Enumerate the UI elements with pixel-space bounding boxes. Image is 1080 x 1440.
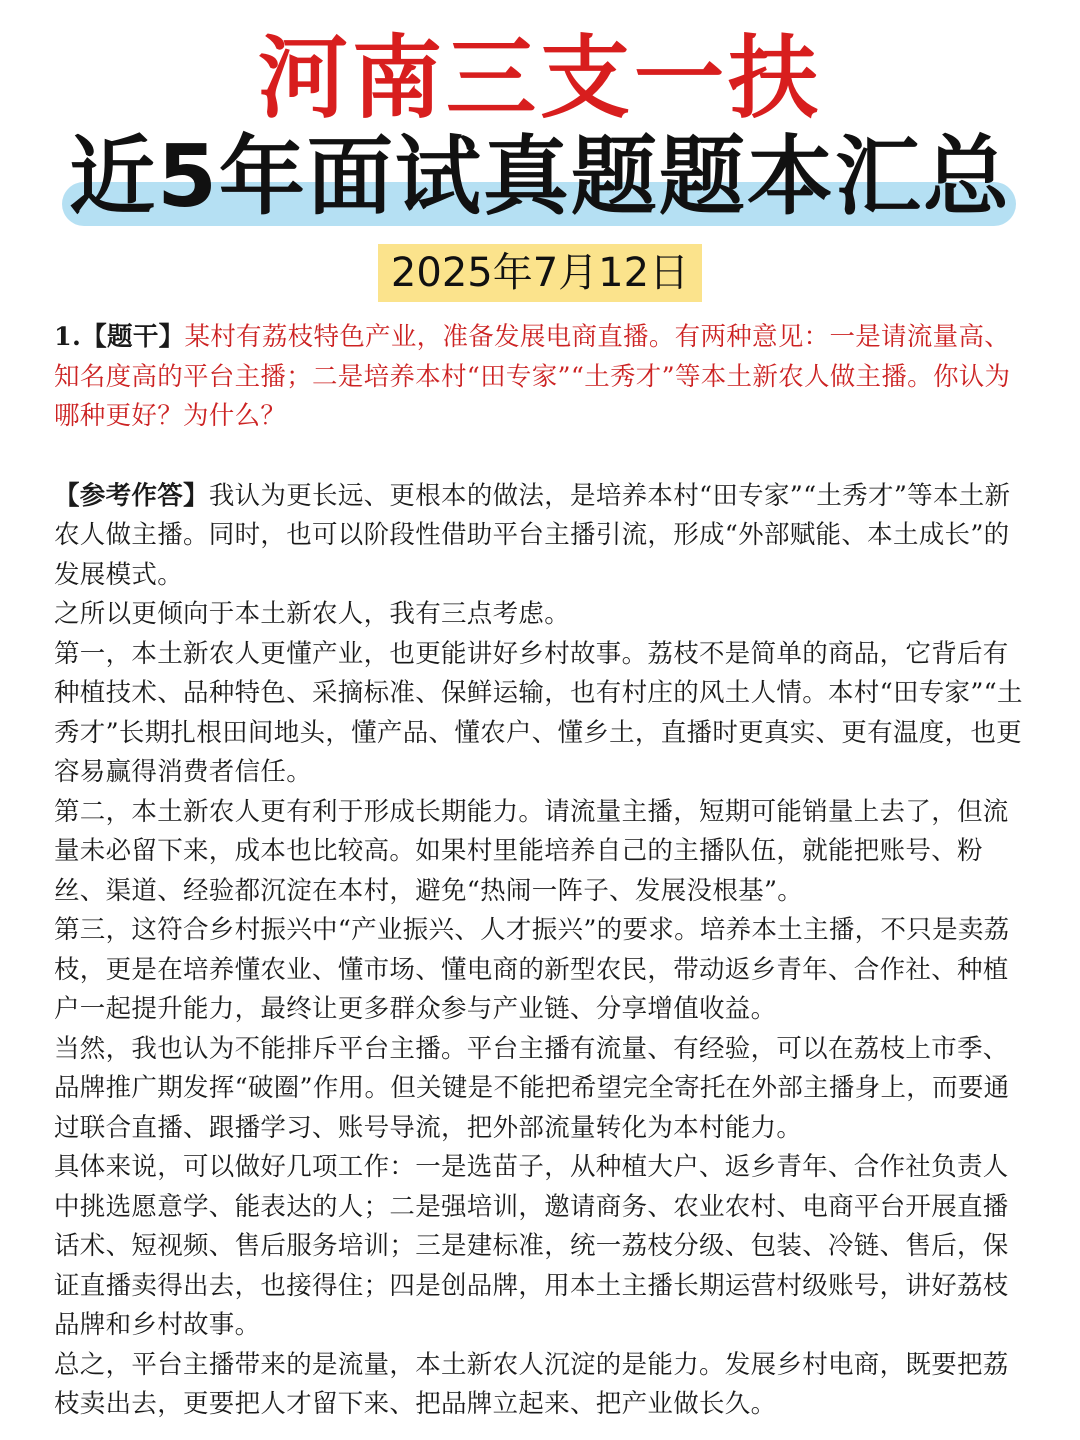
question-tag: 【题干】 (81, 322, 185, 352)
answer-paragraph: 具体来说，可以做好几项工作：一是选苗子，从种植大户、返乡青年、合作社负责人中挑选愿意学、能表达的人；二是强培训，邀请商务、农业农村、电商平台开展直播话术、短视频、售后服务培训；三是建标准，统一荔枝分级、包装、冷链、售后，保证直播卖得出去，也接得住；四是创品牌，用本土主播长期运营村级账号，讲好荔枝品牌和乡村故事。 (54, 1152, 1009, 1340)
answer-paragraph: 之所以更倾向于本土新农人，我有三点考虑。 (54, 599, 571, 629)
document-body (54, 318, 1026, 1425)
answer-paragraph: 第二，本土新农人更有利于形成长期能力。请流量主播，短期可能销量上去了，但流量未必留下来，成本也比较高。如果村里能培养自己的主播队伍，就能把账号、粉丝、渠道、经验都沉淀在本村，避免“热闹一阵子、发展没根基”。 (54, 796, 1009, 906)
title-line-2-container (0, 124, 1080, 234)
answer-paragraph: 当然，我也认为不能排斥平台主播。平台主播有流量、有经验，可以在荔枝上市季、品牌推广期发挥“破圈”作用。但关键是不能把希望完全寄托在外部主播身上，而要通过联合直播、跟播学习、账号导流，把外部流量转化为本村能力。 (54, 1033, 1010, 1143)
answer-intro-paragraph (54, 477, 1026, 596)
question-number: 1. (54, 322, 82, 352)
title-line-2: 近5年面试真题题本汇总 (69, 127, 1011, 227)
answer-paragraph: 总之，平台主播带来的是流量，本土新农人沉淀的是能力。发展乡村电商，既要把荔枝卖出去，更要把人才留下来、把品牌立起来、把产业做长久。 (54, 1349, 1009, 1419)
question-stem (54, 318, 1026, 437)
question-text: 某村有荔枝特色产业，准备发展电商直播。有两种意见：一是请流量高、知名度高的平台主播；二是培养本村“田专家”“土秀才”等本土新农人做主播。你认为哪种更好？为什么？ (54, 322, 1011, 431)
answer-paragraph: 第三，这符合乡村振兴中“产业振兴、人才振兴”的要求。培养本土主播，不只是卖荔枝，更是在培养懂农业、懂市场、懂电商的新型农民，带动返乡青年、合作社、种植户一起提升能力，最终让更多群众参与产业链、分享增值收益。 (54, 915, 1010, 1024)
answer-intro-text: 我认为更长远、更根本的做法，是培养本村“田专家”“土秀才”等本土新农人做主播。同时，也可以阶段性借助平台主播引流，形成“外部赋能、本土成长”的发展模式。 (54, 480, 1011, 590)
date-badge: 2025年7月12日 (378, 244, 702, 302)
answer-paragraph: 第一，本土新农人更懂产业，也更能讲好乡村故事。荔枝不是简单的商品，它背后有种植技术、品种特色、采摘标准、保鲜运输，也有村庄的风土人情。本村“田专家”“土秀才”长期扎根田间地头，懂产品、懂农户、懂乡土，直播时更真实、更有温度，也更容易赢得消费者信任。 (54, 638, 1023, 787)
reference-answer (54, 477, 1026, 1425)
title-line-1: 河南三支一扶 (258, 26, 822, 131)
answer-tag: 【参考作答】 (54, 480, 209, 511)
